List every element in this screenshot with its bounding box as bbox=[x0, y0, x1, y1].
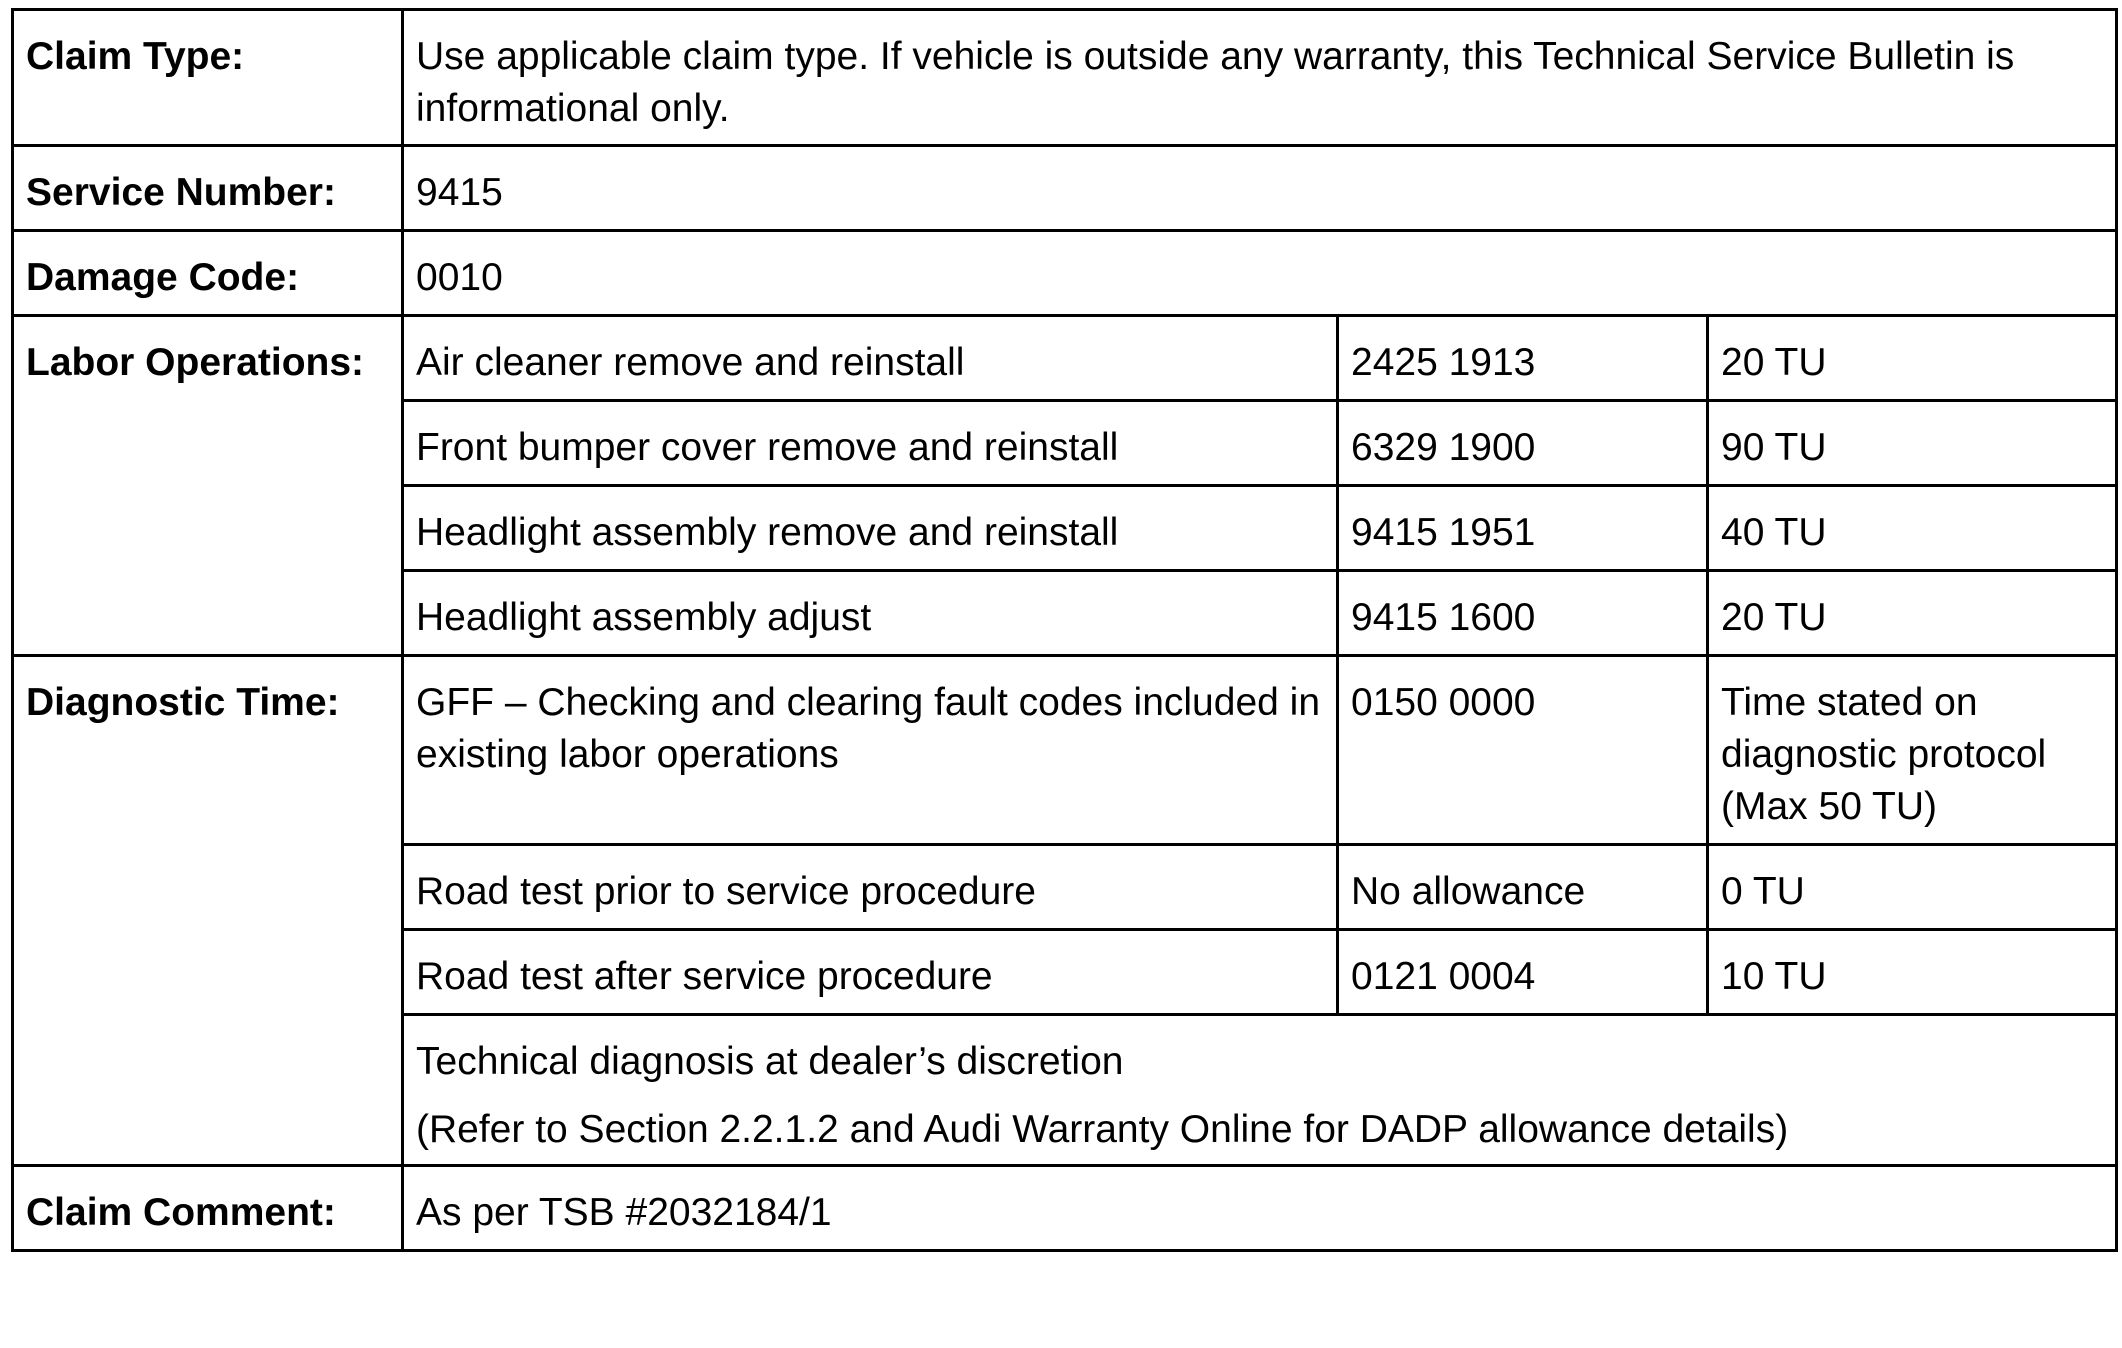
diagnostic-code: No allowance bbox=[1338, 845, 1708, 930]
diagnostic-note bbox=[403, 1015, 2117, 1166]
diagnostic-description: Road test after service procedure bbox=[403, 930, 1338, 1015]
diagnostic-description: Road test prior to service procedure bbox=[403, 845, 1338, 930]
claim-type-row bbox=[13, 10, 2117, 146]
labor-op-code: 6329 1900 bbox=[1338, 401, 1708, 486]
damage-code-label: Damage Code: bbox=[13, 231, 403, 316]
diagnostic-code: 0121 0004 bbox=[1338, 930, 1708, 1015]
claim-comment-row bbox=[13, 1166, 2117, 1251]
labor-op-row bbox=[13, 316, 2117, 401]
damage-code-row bbox=[13, 231, 2117, 316]
labor-op-time: 20 TU bbox=[1708, 571, 2117, 656]
diagnostic-code: 0150 0000 bbox=[1338, 656, 1708, 845]
claim-type-value: Use applicable claim type. If vehicle is outside any warranty, this Technical Service Bulletin is informational only. bbox=[403, 10, 2117, 146]
service-number-value: 9415 bbox=[403, 146, 2117, 231]
diagnostic-description: GFF – Checking and clearing fault codes included in existing labor operations bbox=[403, 656, 1338, 845]
diagnostic-row bbox=[13, 656, 2117, 845]
diagnostic-time-label: Diagnostic Time: bbox=[13, 656, 403, 1166]
diagnostic-time-value: Time stated on diagnostic protocol (Max 50 TU) bbox=[1708, 656, 2117, 845]
labor-op-code: 2425 1913 bbox=[1338, 316, 1708, 401]
labor-op-time: 40 TU bbox=[1708, 486, 2117, 571]
service-number-label: Service Number: bbox=[13, 146, 403, 231]
labor-op-time: 20 TU bbox=[1708, 316, 2117, 401]
labor-op-code: 9415 1600 bbox=[1338, 571, 1708, 656]
warranty-claim-table bbox=[11, 8, 2118, 1252]
labor-op-description: Front bumper cover remove and reinstall bbox=[403, 401, 1338, 486]
diagnostic-note-line2: (Refer to Section 2.2.1.2 and Audi Warranty Online for DADP allowance details) bbox=[416, 1108, 1789, 1151]
labor-op-description: Headlight assembly remove and reinstall bbox=[403, 486, 1338, 571]
claim-type-label: Claim Type: bbox=[13, 10, 403, 146]
diagnostic-note-line1: Technical diagnosis at dealer’s discretion bbox=[416, 1040, 1124, 1083]
claim-comment-value: As per TSB #2032184/1 bbox=[403, 1166, 2117, 1251]
damage-code-value: 0010 bbox=[403, 231, 2117, 316]
service-number-row bbox=[13, 146, 2117, 231]
claim-comment-label: Claim Comment: bbox=[13, 1166, 403, 1251]
labor-op-description: Headlight assembly adjust bbox=[403, 571, 1338, 656]
labor-operations-label: Labor Operations: bbox=[13, 316, 403, 656]
diagnostic-time-value: 0 TU bbox=[1708, 845, 2117, 930]
labor-op-description: Air cleaner remove and reinstall bbox=[403, 316, 1338, 401]
labor-op-code: 9415 1951 bbox=[1338, 486, 1708, 571]
diagnostic-time-value: 10 TU bbox=[1708, 930, 2117, 1015]
labor-op-time: 90 TU bbox=[1708, 401, 2117, 486]
